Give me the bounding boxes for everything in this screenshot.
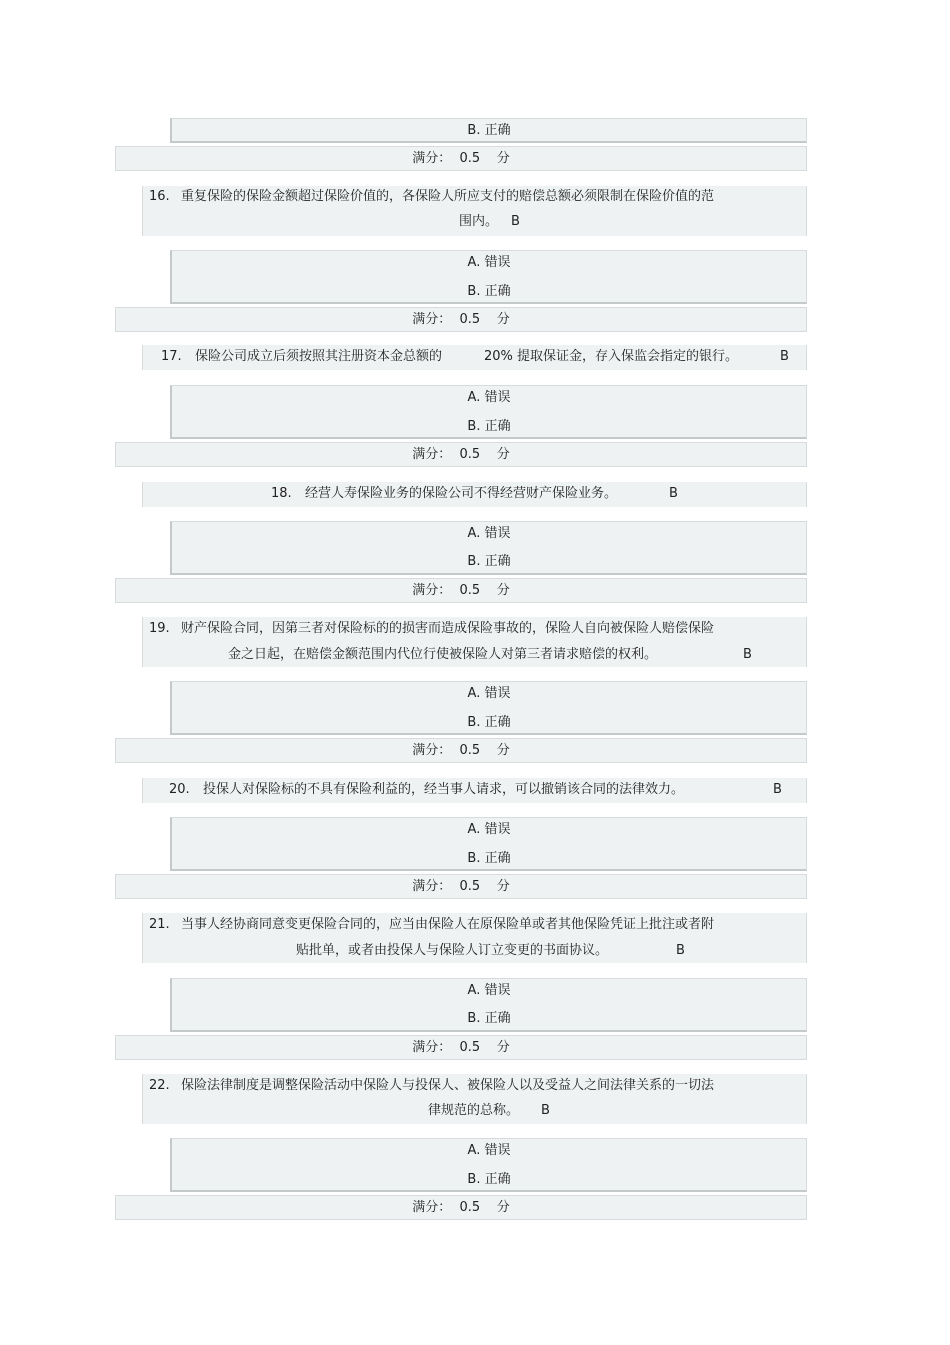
question-16 bbox=[142, 186, 807, 236]
question-text-line2: 金之日起，在赔偿金额范围内代位行使被保险人对第三者请求赔偿的权利。 bbox=[228, 647, 658, 662]
score-text: 满分： 0.5 分 bbox=[412, 447, 510, 462]
question-17 bbox=[142, 345, 807, 370]
option-b[interactable]: B. 正确 bbox=[467, 1172, 511, 1187]
option-b[interactable]: B. 正确 bbox=[467, 554, 511, 569]
options-block-20 bbox=[170, 817, 807, 871]
option-a[interactable]: A. 错误 bbox=[467, 686, 511, 701]
score-text: 满分： 0.5 分 bbox=[412, 312, 510, 327]
answer-letter: B bbox=[780, 349, 789, 364]
answer-letter: B bbox=[773, 782, 782, 797]
question-text-line1: 保险法律制度是调整保险活动中保险人与投保人、被保险人以及受益人之间法律关系的一切法 bbox=[181, 1078, 715, 1093]
options-block-22 bbox=[170, 1138, 807, 1192]
question-18 bbox=[142, 482, 807, 507]
question-20 bbox=[142, 778, 807, 803]
option-b[interactable]: B. 正确 bbox=[467, 123, 511, 138]
score-row-18 bbox=[115, 578, 807, 603]
question-22 bbox=[142, 1074, 807, 1124]
option-b[interactable]: B. 正确 bbox=[467, 715, 511, 730]
question-text-line2: 围内。 bbox=[459, 214, 499, 229]
question-text-line1: 投保人对保险标的不具有保险利益的，经当事人请求，可以撤销该合同的法律效力。 bbox=[203, 782, 685, 797]
option-b[interactable]: B. 正确 bbox=[467, 1011, 511, 1026]
question-text-line1: 经营人寿保险业务的保险公司不得经营财产保险业务。 bbox=[305, 486, 618, 501]
question-text-line2: 贴批单，或者由投保人与保险人订立变更的书面协议。 bbox=[296, 943, 609, 958]
question-number: 19. bbox=[149, 621, 170, 636]
answer-letter: B bbox=[669, 486, 678, 501]
option-a[interactable]: A. 错误 bbox=[467, 983, 511, 998]
option-a[interactable]: A. 错误 bbox=[467, 526, 511, 541]
score-row-22 bbox=[115, 1195, 807, 1220]
options-block-15 bbox=[170, 118, 807, 143]
option-a[interactable]: A. 错误 bbox=[467, 255, 511, 270]
score-text: 满分： 0.5 分 bbox=[412, 151, 510, 166]
question-number: 17. bbox=[161, 349, 182, 364]
question-text-line1b: 20% 提取保证金，存入保监会指定的银行。 bbox=[484, 349, 739, 364]
option-b[interactable]: B. 正确 bbox=[467, 419, 511, 434]
score-text: 满分： 0.5 分 bbox=[412, 583, 510, 598]
score-row-20 bbox=[115, 874, 807, 899]
options-block-18 bbox=[170, 521, 807, 575]
option-b[interactable]: B. 正确 bbox=[467, 851, 511, 866]
answer-letter: B bbox=[511, 214, 520, 229]
answer-letter: B bbox=[743, 647, 752, 662]
score-text: 满分： 0.5 分 bbox=[412, 1040, 510, 1055]
question-number: 22. bbox=[149, 1078, 170, 1093]
score-row-16 bbox=[115, 307, 807, 332]
option-a[interactable]: A. 错误 bbox=[467, 1143, 511, 1158]
question-text-line1: 当事人经协商同意变更保险合同的，应当由保险人在原保险单或者其他保险凭证上批注或者附 bbox=[181, 917, 715, 932]
question-text-line1: 重复保险的保险金额超过保险价值的，各保险人所应支付的赔偿总额必须限制在保险价值的范 bbox=[181, 189, 715, 204]
question-number: 21. bbox=[149, 917, 170, 932]
question-text-line1: 财产保险合同，因第三者对保险标的的损害而造成保险事故的，保险人自向被保险人赔偿保险 bbox=[181, 621, 715, 636]
score-row-21 bbox=[115, 1035, 807, 1060]
score-text: 满分： 0.5 分 bbox=[412, 1200, 510, 1215]
score-row-19 bbox=[115, 738, 807, 763]
options-block-19 bbox=[170, 681, 807, 735]
options-block-16 bbox=[170, 250, 807, 304]
question-21 bbox=[142, 913, 807, 963]
score-row-17 bbox=[115, 442, 807, 467]
answer-letter: B bbox=[541, 1103, 550, 1118]
option-b[interactable]: B. 正确 bbox=[467, 284, 511, 299]
options-block-21 bbox=[170, 978, 807, 1032]
question-text-line2: 律规范的总称。 bbox=[428, 1103, 520, 1118]
option-a[interactable]: A. 错误 bbox=[467, 822, 511, 837]
question-number: 16. bbox=[149, 189, 170, 204]
question-text-line1: 保险公司成立后须按照其注册资本金总额的 bbox=[195, 349, 443, 364]
score-text: 满分： 0.5 分 bbox=[412, 743, 510, 758]
score-row-15 bbox=[115, 146, 807, 171]
option-a[interactable]: A. 错误 bbox=[467, 390, 511, 405]
answer-letter: B bbox=[676, 943, 685, 958]
options-block-17 bbox=[170, 385, 807, 439]
question-number: 18. bbox=[271, 486, 292, 501]
question-19 bbox=[142, 617, 807, 667]
score-text: 满分： 0.5 分 bbox=[412, 879, 510, 894]
question-number: 20. bbox=[169, 782, 190, 797]
